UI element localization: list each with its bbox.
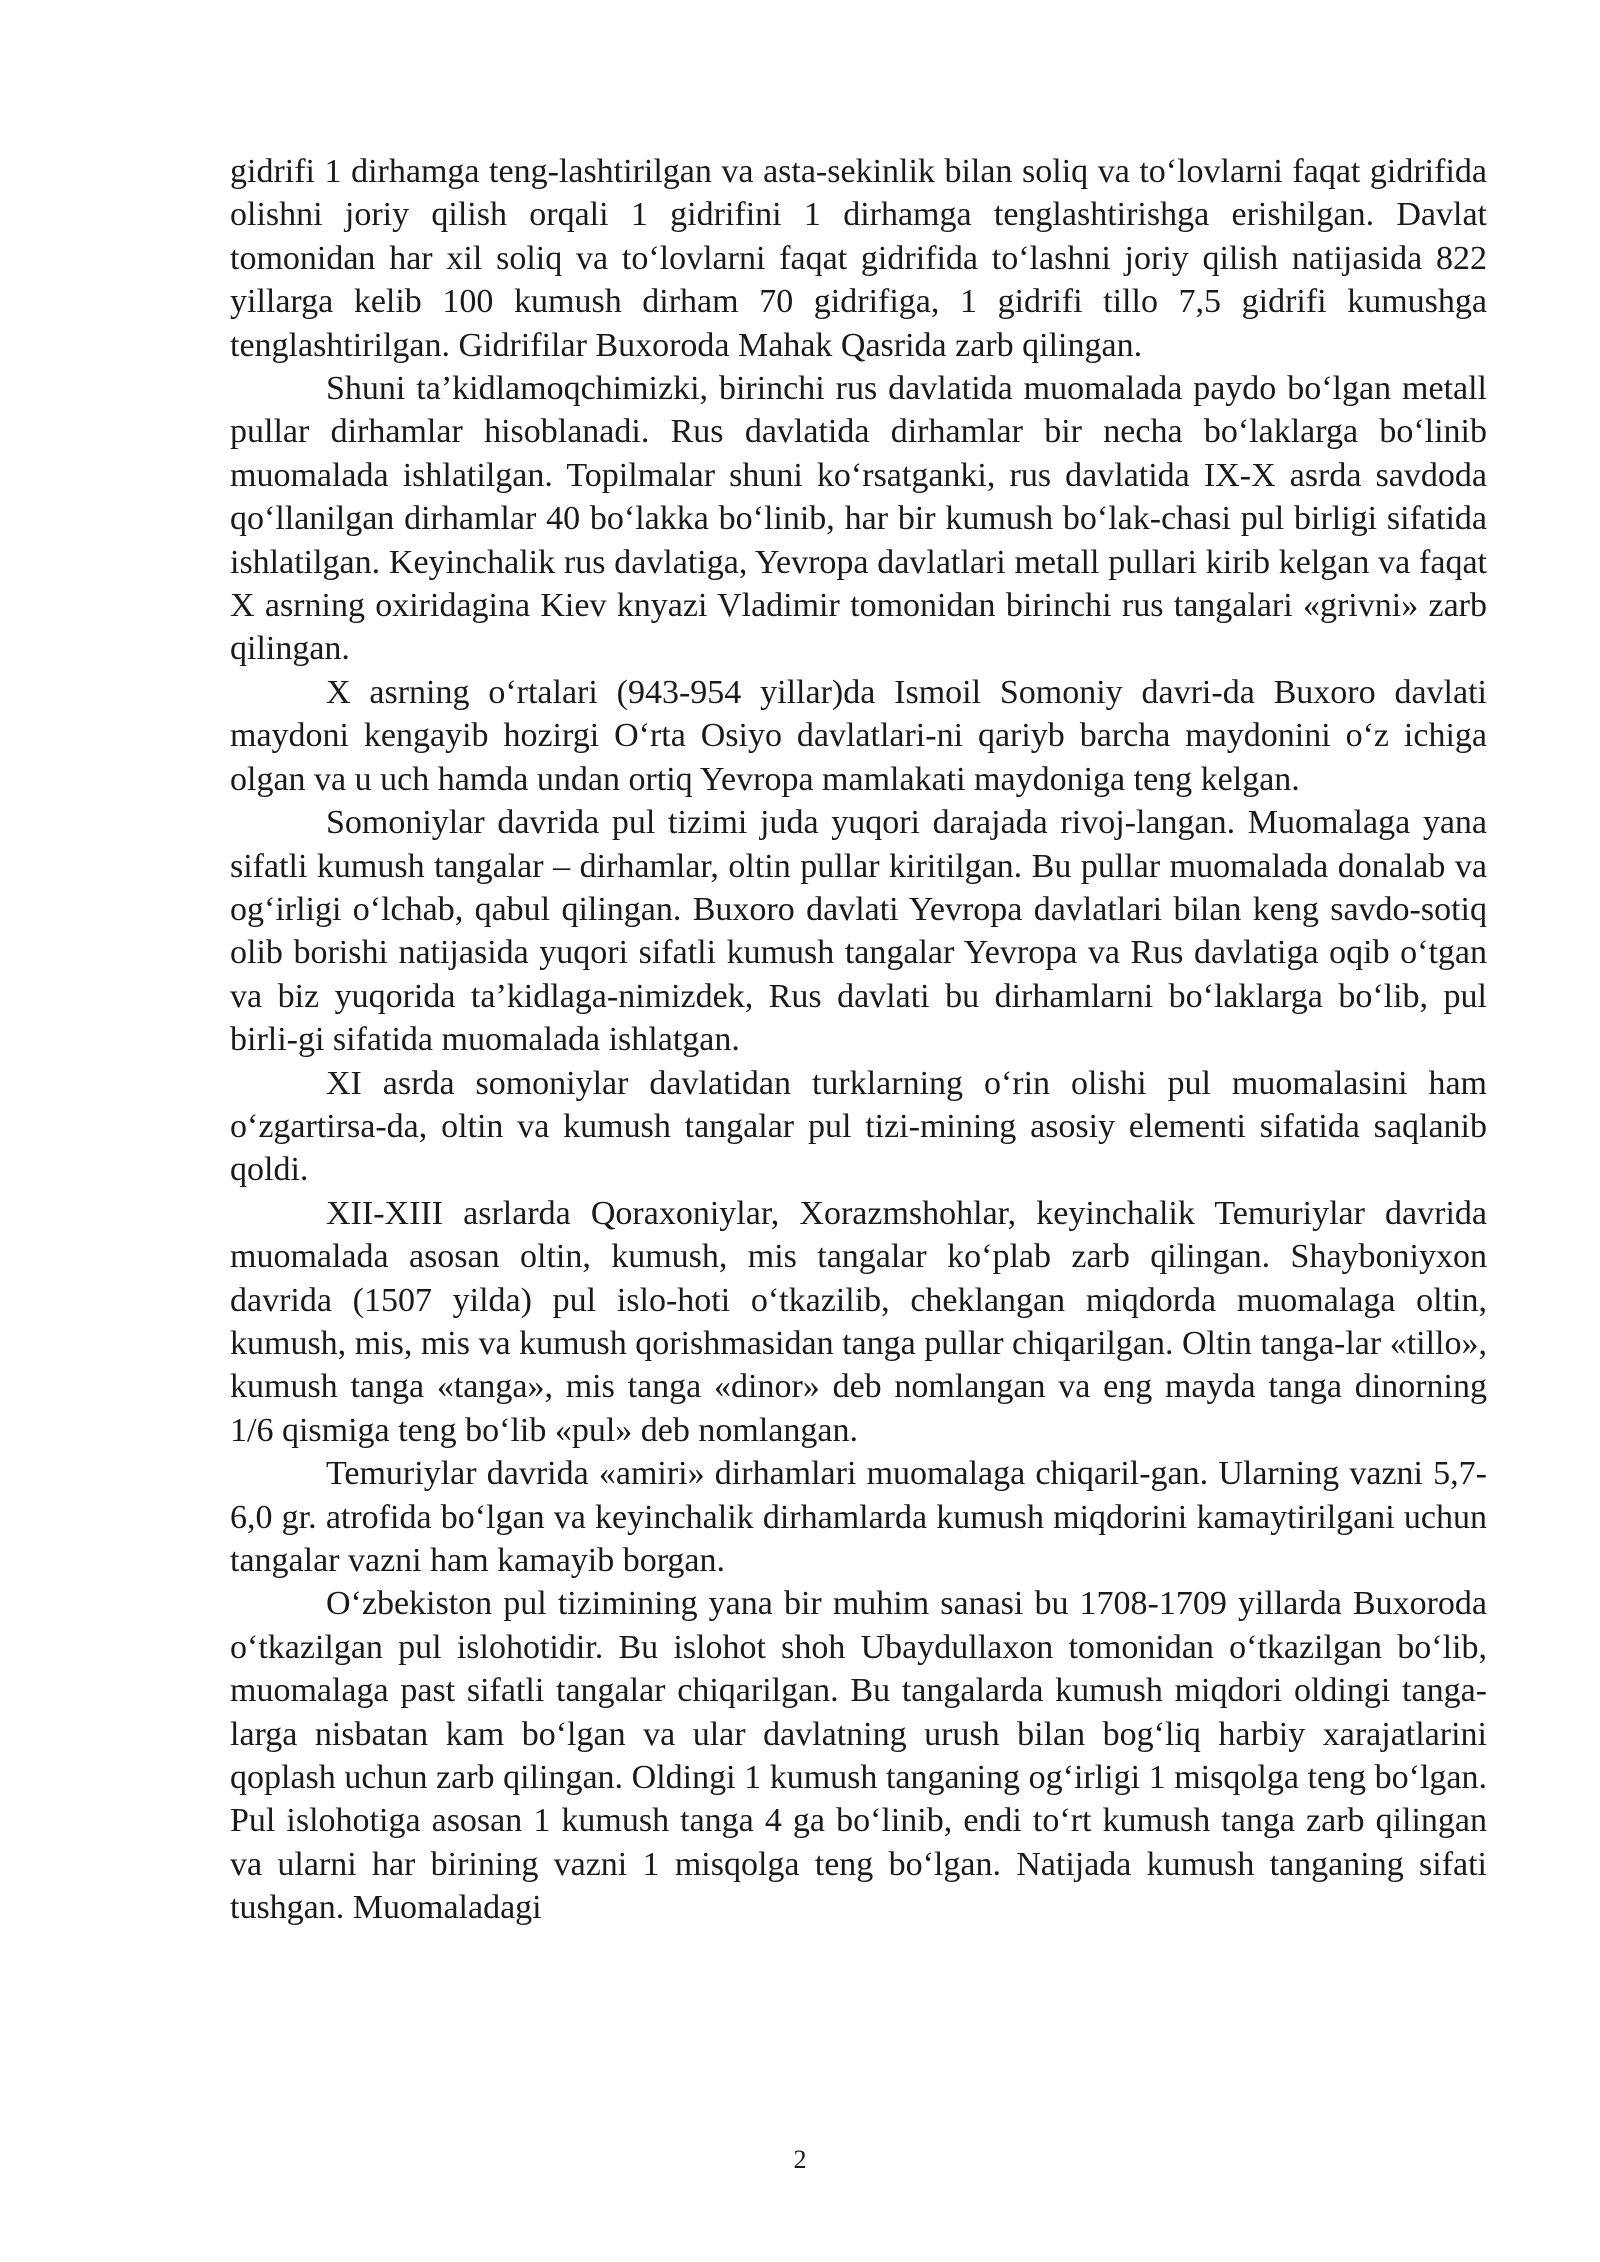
paragraph: gidrifi 1 dirhamga teng-lashtirilgan va asta-sekinlik bilan soliq va to‘lovlarni faqat gidrifida olishni joriy qilish orqali 1 gidrifini 1 dirhamga tenglashtirishga erishilgan. Davlat tomonidan har xil soliq va to‘lovlarni faqat gidrifida to‘lashni joriy qilish natijasida 822 yillarga kelib 100 kumush dirham 70 gidrifiga, 1 gidrifi tillo 7,5 gidrifi kumushga tenglashtirilgan. Gidrifilar Buxoroda Mahak Qasrida zarb qilingan.	[230, 153, 1487, 364]
paragraph: Somoniylar davrida pul tizimi juda yuqori darajada rivoj-langan. Muomalaga yana sifatli kumush tangalar – dirhamlar, oltin pullar kiritilgan. Bu pullar muomalada donalab va og‘irligi o‘lchab, qabul qilingan. Buxoro davlati Yevropa davlatlari bilan keng savdo-sotiq olib borishi natijasida yuqori sifatli kumush tangalar Yevropa va Rus davlatiga oqib o‘tgan va biz yuqorida ta’kidlaga-nimizdek, Rus davlati bu dirhamlarni bo‘laklarga bo‘lib, pul birli-gi sifatida muomalada ishlatgan.	[230, 804, 1487, 1059]
paragraph: Shuni ta’kidlamoqchimizki, birinchi rus davlatida muomalada paydo bo‘lgan metall pullar dirhamlar hisoblanadi. Rus davlatida dirhamlar bir necha bo‘laklarga bo‘linib muomalada ishlatilgan. Topilmalar shuni ko‘rsatganki, rus davlatida IX-X asrda savdoda qo‘llanilgan dirhamlar 40 bo‘lakka bo‘linib, har bir kumush bo‘lak-chasi pul birligi sifatida ishlatilgan. Keyinchalik rus davlatiga, Yevropa davlatlari metall pullari kirib kelgan va faqat X asrning oxiridagina Kiev knyazi Vladimir tomonidan birinchi rus tangalari «grivni» zarb qilingan.	[230, 370, 1487, 668]
paragraph: Temuriylar davrida «amiri» dirhamlari muomalaga chiqaril-gan. Ularning vazni 5,7-6,0 gr. atrofida bo‘lgan va keyinchalik dirhamlarda kumush miqdorini kamaytirilgani uchun tangalar vazni ham kamayib borgan.	[230, 1455, 1487, 1579]
paragraph: XI asrda somoniylar davlatidan turklarning o‘rin olishi pul muomalasini ham o‘zgartirsa-da, oltin va kumush tangalar pul tizi-mining asosiy elementi sifatida saqlanib qoldi.	[230, 1064, 1487, 1189]
document-page	[230, 150, 1487, 2130]
page-number: 2	[793, 2145, 807, 2174]
paragraph: X asrning o‘rtalari (943-954 yillar)da Ismoil Somoniy davri-da Buxoro davlati maydoni kengayib hozirgi O‘rta Osiyo davlatlari-ni qariyb barcha maydonini o‘z ichiga olgan va u uch hamda undan ortiq Yevropa mamlakati maydoniga teng kelgan.	[230, 673, 1487, 798]
paragraph: O‘zbekiston pul tizimining yana bir muhim sanasi bu 1708-1709 yillarda Buxoroda o‘tkazilgan pul islohotidir. Bu islohot shoh Ubaydullaxon tomonidan o‘tkazilgan bo‘lib, muomalaga past sifatli tangalar chiqarilgan. Bu tangalarda kumush miqdori oldingi tanga-larga nisbatan kam bo‘lgan va ular davlatning urush bilan bog‘liq harbiy xarajatlarini qoplash uchun zarb qilingan. Oldingi 1 kumush tanganing og‘irligi 1 misqolga teng bo‘lgan. Pul islohotiga asosan 1 kumush tanga 4 ga bo‘linib, endi to‘rt kumush tanga zarb qilingan va ularni har birining vazni 1 misqolga teng bo‘lgan. Natijada kumush tanganing sifati tushgan. Muomaladagi	[230, 1585, 1487, 1927]
paragraph: XII-XIII asrlarda Qoraxoniylar, Xorazmshohlar, keyinchalik Temuriylar davrida muomalada asosan oltin, kumush, mis tangalar ko‘plab zarb qilingan. Shayboniyxon davrida (1507 yilda) pul islo-hoti o‘tkazilib, cheklangan miqdorda muomalaga oltin, kumush, mis, mis va kumush qorishmasidan tanga pullar chiqarilgan. Oltin tanga-lar «tillo», kumush tanga «tanga», mis tanga «dinor» deb nomlangan va eng mayda tanga dinorning 1/6 qismiga teng bo‘lib «pul» deb nomlangan.	[230, 1194, 1487, 1449]
